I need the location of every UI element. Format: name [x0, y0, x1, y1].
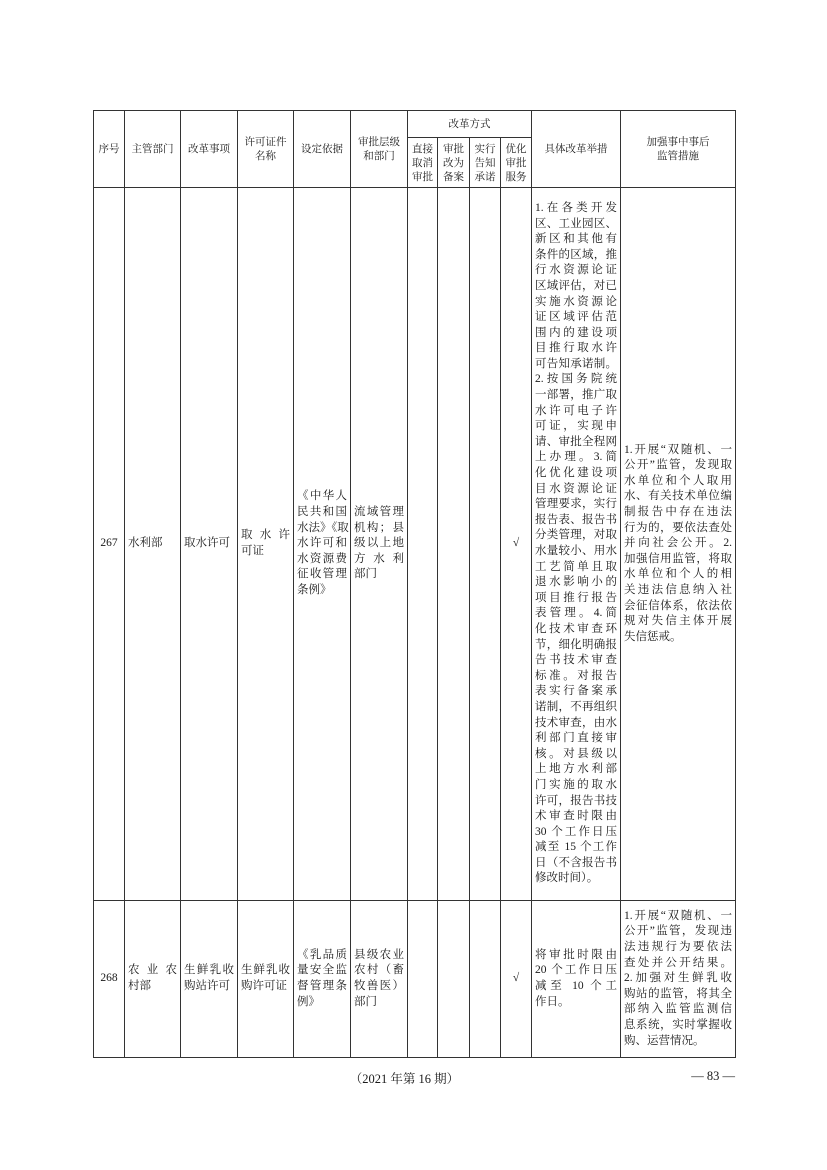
header-reform-mode: [408, 111, 532, 138]
text-line: 并向社会公开。2.: [624, 537, 732, 550]
text-line: 农村（畜: [354, 964, 404, 977]
header-level: [351, 111, 408, 188]
header-mode-filing: [438, 138, 470, 188]
text-line: 技术审查，由水: [535, 716, 617, 729]
text-line: 改为: [443, 156, 464, 169]
text-line: 和部门: [363, 150, 395, 162]
header-row: [94, 111, 736, 138]
text-line: 取消: [412, 156, 433, 169]
text-line: 量安全监: [297, 964, 347, 977]
text-line: 门实施的取水: [535, 778, 617, 791]
page-number: — 83 —: [691, 1069, 735, 1083]
text-line: 268: [100, 972, 118, 985]
text-line: 失信惩戒。: [624, 630, 682, 643]
text-line: 将审批时限由: [535, 948, 617, 961]
cell-level: [351, 188, 408, 901]
text-line: 法违规行为要依法: [624, 941, 732, 954]
text-line: 方水利: [354, 552, 404, 565]
text-line: 取水许: [241, 529, 290, 542]
cell-seq: [94, 188, 125, 901]
text-line: 备案: [443, 170, 464, 183]
text-line: 实施水资源论: [535, 295, 617, 308]
text-line: 水许可和: [297, 537, 347, 550]
text-line: 作日。: [535, 995, 570, 1008]
text-line: 化技术审查环: [535, 622, 617, 635]
text-line: 目推行取水许: [535, 342, 617, 355]
text-line: 优化: [505, 142, 527, 155]
text-line: 《乳品质: [297, 948, 347, 961]
text-line: 1.开展“双随机、一: [624, 443, 732, 456]
text-line: 农业农: [128, 964, 177, 977]
text-line: 督管理条: [297, 980, 347, 992]
header-license: [238, 111, 294, 188]
cell-item: [181, 901, 238, 1058]
text-line: 实行: [474, 142, 496, 155]
text-line: 请、审批全程网: [535, 435, 617, 448]
table-row: [94, 901, 736, 1058]
text-line: 标准。对报告: [535, 669, 617, 682]
text-line: 服务: [505, 170, 527, 183]
text-line: 例》: [297, 995, 320, 1008]
text-line: 分类管理，对取: [535, 529, 617, 542]
text-line: 化优化建设项: [535, 467, 617, 480]
text-line: 改革方式: [448, 118, 491, 130]
text-line: 村部: [128, 980, 151, 992]
text-line: 行为的，要依法查处: [624, 521, 732, 534]
text-line: 部门: [354, 995, 377, 1008]
text-line: 生鲜乳收: [241, 964, 290, 977]
text-line: 规对失信主体开展: [624, 615, 732, 628]
text-line: 具体改革举措: [544, 143, 608, 155]
cell-mode-cancel: [408, 901, 438, 1058]
text-line: 关违法信息纳入社: [624, 583, 732, 596]
cell-seq: [94, 901, 125, 1058]
text-line: 证区域评估范: [535, 311, 617, 324]
text-line: 行水资源论证: [535, 264, 617, 277]
text-line: 术审查时限由: [535, 810, 617, 823]
text-line: 告书技术审查: [535, 654, 617, 667]
text-line: 减至 15 个工作: [535, 841, 617, 854]
text-line: 流域管理: [354, 506, 404, 519]
text-line: 日（不含报告书: [535, 856, 617, 869]
text-line: 查处并公开结果。: [624, 956, 732, 969]
cell-license: [238, 901, 294, 1058]
check-mark-icon: √: [501, 188, 532, 901]
text-line: 项目推行报告: [535, 591, 617, 604]
text-line: 表管理。4.简: [535, 607, 617, 620]
text-line: 围内的建设项: [535, 326, 617, 339]
cell-mode-cancel: [408, 188, 438, 901]
text-line: 审批: [412, 170, 433, 183]
text-line: 购许可证: [241, 980, 287, 992]
text-line: 生鲜乳收: [184, 964, 234, 977]
text-line: 1.在各类开发: [535, 201, 617, 214]
text-line: 许可证件: [244, 136, 287, 148]
text-line: 公开”监管，发现取: [624, 459, 732, 472]
text-line: 息系统，实时掌握收: [624, 1018, 732, 1031]
text-line: 水法》《取: [297, 521, 349, 534]
text-line: 水许可电子许: [535, 404, 617, 417]
text-line: 县级农业: [354, 948, 404, 961]
cell-mode-commitment: [470, 901, 501, 1058]
text-line: 表实行备案承: [535, 685, 617, 698]
text-line: 目水资源论证: [535, 482, 617, 495]
text-line: 会征信体系，依法依: [624, 599, 732, 612]
text-line: 征收管理: [297, 568, 347, 581]
text-line: 级以上地: [354, 537, 404, 550]
text-line: 2.按国务院统: [535, 373, 617, 386]
text-line: 核。对县级以: [535, 747, 617, 760]
text-line: 可告知承诺制。: [535, 357, 617, 370]
text-line: 节，细化明确报: [535, 638, 617, 651]
cell-supervision: [621, 188, 736, 901]
cell-dept: [125, 901, 181, 1058]
text-line: 20 个工作日压: [535, 964, 617, 977]
text-line: 诺制，不再组织: [535, 700, 617, 713]
issue-text: （2021 年第 16 期）: [349, 1072, 460, 1086]
text-line: 可证，实现申: [535, 420, 617, 433]
text-line: 上地方水利部: [535, 763, 617, 776]
cell-supervision: [621, 901, 736, 1058]
text-line: 条件的区域，推: [535, 248, 617, 261]
header-item: [181, 111, 238, 188]
text-line: 可证: [241, 545, 264, 557]
text-line: 退水影响小的: [535, 576, 617, 589]
text-line: 审批层级: [358, 136, 400, 148]
text-line: 条例》: [297, 583, 332, 596]
text-line: 加强信用监管，将取: [624, 552, 732, 565]
text-line: 工艺简单且取: [535, 560, 617, 573]
text-line: 管理要求，实行: [535, 498, 617, 511]
cell-measures: [532, 901, 621, 1058]
text-line: 告知: [474, 156, 496, 169]
cell-license: [238, 188, 294, 901]
cell-basis: [294, 188, 351, 901]
header-mode-optimize: [501, 138, 532, 188]
text-line: 机构；县: [354, 521, 404, 534]
text-line: 水量较小、用水: [535, 545, 617, 557]
text-line: 部门: [354, 568, 377, 581]
text-line: 区域评估，对已: [535, 279, 617, 292]
text-line: 上办理。3.简: [535, 451, 617, 464]
text-line: 水、有关技术单位编: [624, 490, 732, 503]
cell-dept: [125, 188, 181, 901]
text-line: 1.开展“双随机、一: [624, 909, 732, 922]
text-line: 制报告中存在违法: [624, 506, 732, 519]
approval-reform-table: [93, 110, 736, 1058]
text-line: 改革事项: [188, 143, 230, 155]
cell-basis: [294, 901, 351, 1058]
text-line: 购站的监管，将其全: [624, 987, 732, 1000]
text-line: 设定依据: [301, 143, 343, 155]
text-line: 民共和国: [297, 506, 347, 519]
text-line: 利部门直接审: [535, 732, 617, 745]
header-mode-cancel: [408, 138, 438, 188]
text-line: 减至 10 个工: [535, 980, 617, 992]
text-line: 审批: [505, 156, 527, 169]
text-line: 水单位和个人取用: [624, 474, 732, 487]
cell-measures: [532, 188, 621, 901]
header-measures: [532, 111, 621, 188]
text-line: 监管措施: [657, 150, 699, 162]
text-line: 购、运营情况。: [624, 1034, 705, 1047]
cell-mode-filing: [438, 188, 470, 901]
text-line: 承诺: [474, 170, 496, 183]
text-line: 267: [100, 537, 118, 550]
text-line: 区、工业园区、: [535, 217, 617, 230]
text-line: 公开”监管，发现违: [624, 925, 732, 938]
text-line: 《中华人: [297, 490, 347, 503]
cell-mode-commitment: [470, 188, 501, 901]
table-row: [94, 188, 736, 901]
text-line: 加强事中事后: [646, 136, 710, 148]
cell-level: [351, 901, 408, 1058]
text-line: 新区和其他有: [535, 233, 617, 246]
text-line: 2.加强对生鲜乳收: [624, 972, 732, 985]
header-supervision: [621, 111, 736, 188]
text-line: 购站许可: [184, 980, 230, 992]
text-line: 报告表、报告书: [535, 513, 617, 526]
text-line: 序号: [98, 143, 120, 155]
check-mark-icon: √: [501, 901, 532, 1058]
text-line: 取水许可: [184, 537, 230, 550]
text-line: 水资源费: [297, 552, 347, 565]
text-line: 修改时间）。: [535, 872, 599, 885]
text-line: 名称: [255, 150, 276, 162]
text-line: 部纳入监管监测信: [624, 1003, 732, 1016]
cell-mode-filing: [438, 901, 470, 1058]
text-line: 30 个工作日压: [535, 825, 617, 838]
text-line: 水单位和个人的相: [624, 568, 732, 581]
text-line: 牧兽医）: [354, 980, 404, 992]
cell-item: [181, 188, 238, 901]
text-line: 许可，报告书技: [535, 794, 617, 807]
header-mode-commitment: [470, 138, 501, 188]
text-line: 审批: [443, 142, 464, 155]
text-line: 直接: [412, 142, 433, 155]
text-line: 一部署，推广取: [535, 389, 617, 402]
header-seq: [94, 111, 125, 188]
header-dept: [125, 111, 181, 188]
header-basis: [294, 111, 351, 188]
text-line: 水利部: [128, 537, 163, 550]
text-line: 主管部门: [131, 143, 174, 155]
